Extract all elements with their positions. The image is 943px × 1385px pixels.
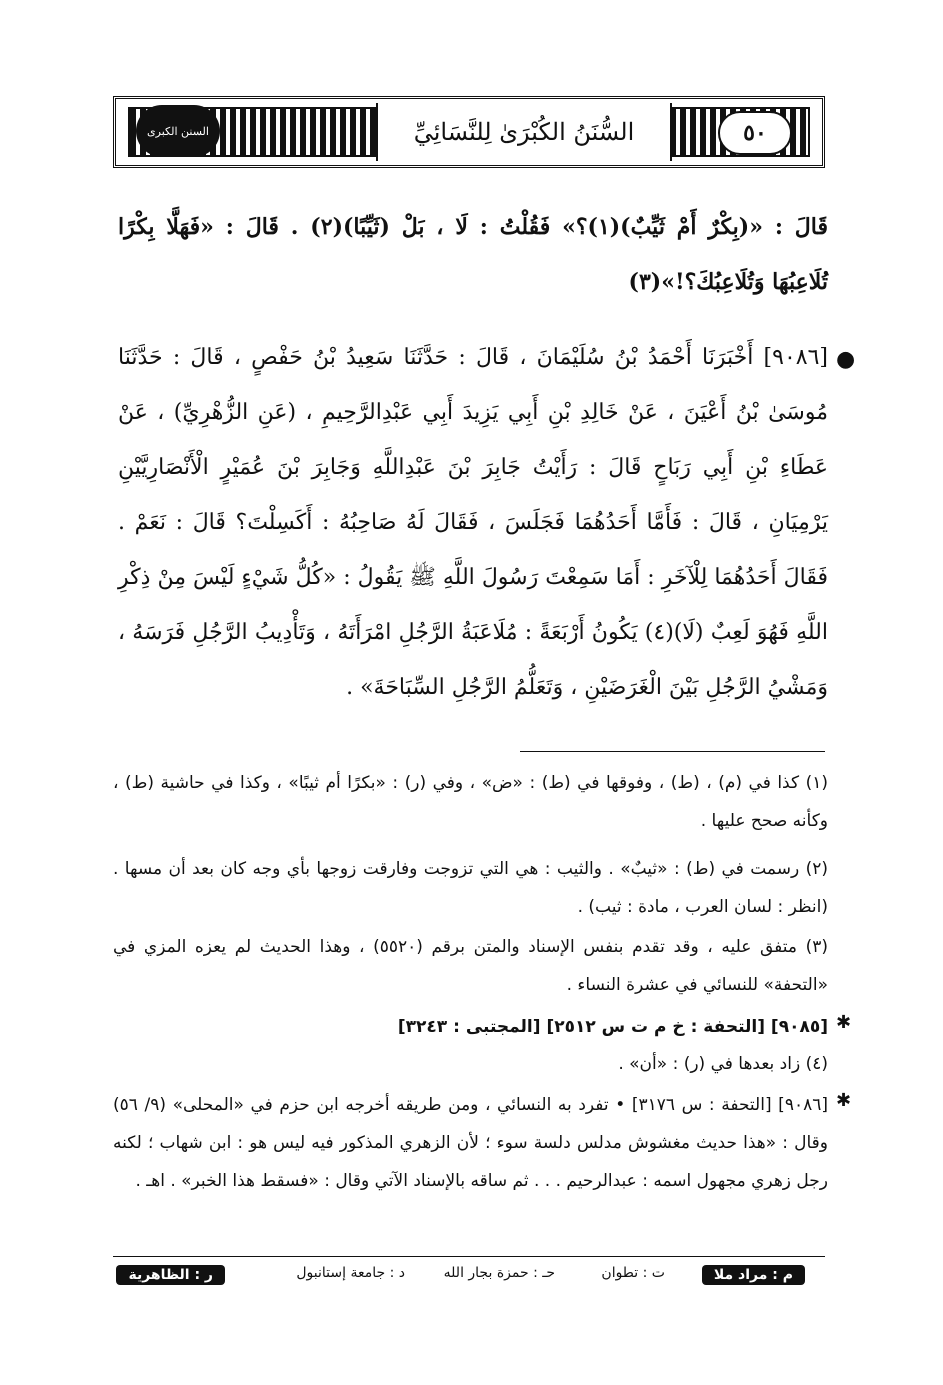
footnote-2: (٢) رسمت في (ط) : «ثيبٌ» . والثيب : هي التي تزوجت وفارقت زوجها بأي وجه كان بعد أن مسها . (انظر : لسان العرب ، مادة : ثيب) . (113, 859, 828, 917)
paragraph-continuation: قَالَ : «(بِكْرٌ أَمْ ثَيِّبٌ)(١)؟» فَقُلْتُ : لَا ، بَلْ (ثَيِّبًا)(٢) . قَالَ : «فَهَلَّا بِكْرًا تُلَاعِبُهَا وَتُلَاعِبُكَ؟!»(٣) (118, 214, 828, 295)
source-d: د : جامعة إستانبول (296, 1265, 405, 1281)
book-title (376, 103, 672, 161)
book-seal (136, 105, 220, 157)
book-title-text: السُّنَنُ الكُبْرَىٰ لِلنَّسَائِيِّ (413, 118, 635, 146)
source-m: م : مراد ملا (702, 1265, 805, 1285)
takhrij-9085: [٩٠٨٥] [التحفة : خ م ت س ٢٥١٢] [المجتبى : ٣٢٤٣] (397, 1017, 828, 1037)
bullet-icon: ● (836, 347, 856, 372)
star-icon: ✱ (836, 1090, 852, 1111)
footnote-1: (١) كذا في (م) ، (ط) ، وفوقها في (ط) : «ض» ، وفي (ر) : «بكرًا أم ثيبًا» ، وكذا في حاشية (ط) ، وكأنه صحح عليها . (113, 773, 828, 831)
footnote-3: (٣) متفق عليه ، وقد تقدم بنفس الإسناد والمتن برقم (٥٥٢٠) ، وهذا الحديث لم يعزه المزي في «التحفة» للنسائي في عشرة النساء . (113, 937, 828, 995)
source-h: حـ : حمزة بجار الله (443, 1265, 555, 1281)
source-r: ر : الظاهرية (116, 1265, 225, 1285)
manuscript-sources (113, 1262, 825, 1292)
star-icon: ✱ (836, 1012, 852, 1033)
source-t: ت : تطوان (601, 1265, 665, 1281)
hadith-9086: [٩٠٨٦] أَخْبَرَنَا أَحْمَدُ بْنُ سُلَيْمَانَ ، قَالَ : حَدَّثَنَا سَعِيدُ بْنُ حَفْصٍ ، قَالَ : حَدَّثَنَا مُوسَىٰ بْنُ أَعْيَنَ ، عَنْ خَالِدِ بْنِ أَبِي يَزِيدَ أَبِي عَبْدِالرَّحِيمِ ، (عَنِ الزُّهْرِيِّ) ، عَنْ عَطَاءِ بْنِ أَبِي رَبَاحٍ قَالَ : رَأَيْتُ جَابِرَ بْنَ عَبْدِاللَّهِ وَجَابِرَ بْنَ عُمَيْرٍ الْأَنْصَارِيَّيْنِ يَرْمِيَانِ ، قَالَ : فَأَمَّا أَحَدُهُمَا فَجَلَسَ ، فَقَالَ لَهُ صَاحِبُهُ : أَكَسِلْتَ؟ قَالَ : نَعَمْ . فَقَالَ أَحَدُهُمَا لِلْآخَرِ : أَمَا سَمِعْتَ رَسُولَ اللَّهِ ﷺ يَقُولُ : «كُلُّ شَيْءٍ لَيْسَ مِنْ ذِكْرِ اللَّهِ فَهُوَ لَعِبٌ (لَا)(٤) يَكُونُ أَرْبَعَةً : مُلَاعَبَةُ الرَّجُلِ امْرَأَتَهُ ، وَتَأْدِيبُ الرَّجُلِ فَرَسَهُ ، وَمَشْيُ الرَّجُلِ بَيْنَ الْغَرَضَيْنِ ، وَتَعَلُّمُ الرَّجُلِ السِّبَاحَةَ» . (118, 345, 828, 700)
seal-text: السنن الكبرى (147, 124, 209, 138)
footnote-4: (٤) زاد بعدها في (ر) : «أن» . (618, 1054, 828, 1074)
footnote-divider (520, 751, 825, 752)
sources-divider (113, 1256, 825, 1257)
page-header-frame (113, 96, 825, 168)
takhrij-9086: [٩٠٨٦] [التحفة : س ٣١٧٦] • تفرد به النسائي ، ومن طريقه أخرجه ابن حزم في «المحلى» (٩/ ٥٦) وقال : «هذا حديث مغشوش مدلس دلسة سوء ؛ لأن الزهري المذكور فيه ليس هو : ابن شهاب ؛ لكنه رجل زهري مجهول اسمه : عبدالرحيم . . . ثم ساقه بالإسناد الآتي وقال : «فسقط هذا الخبر» . اهـ . (113, 1095, 828, 1191)
page-number (718, 111, 792, 155)
page-number-text: ٥٠ (743, 120, 767, 146)
